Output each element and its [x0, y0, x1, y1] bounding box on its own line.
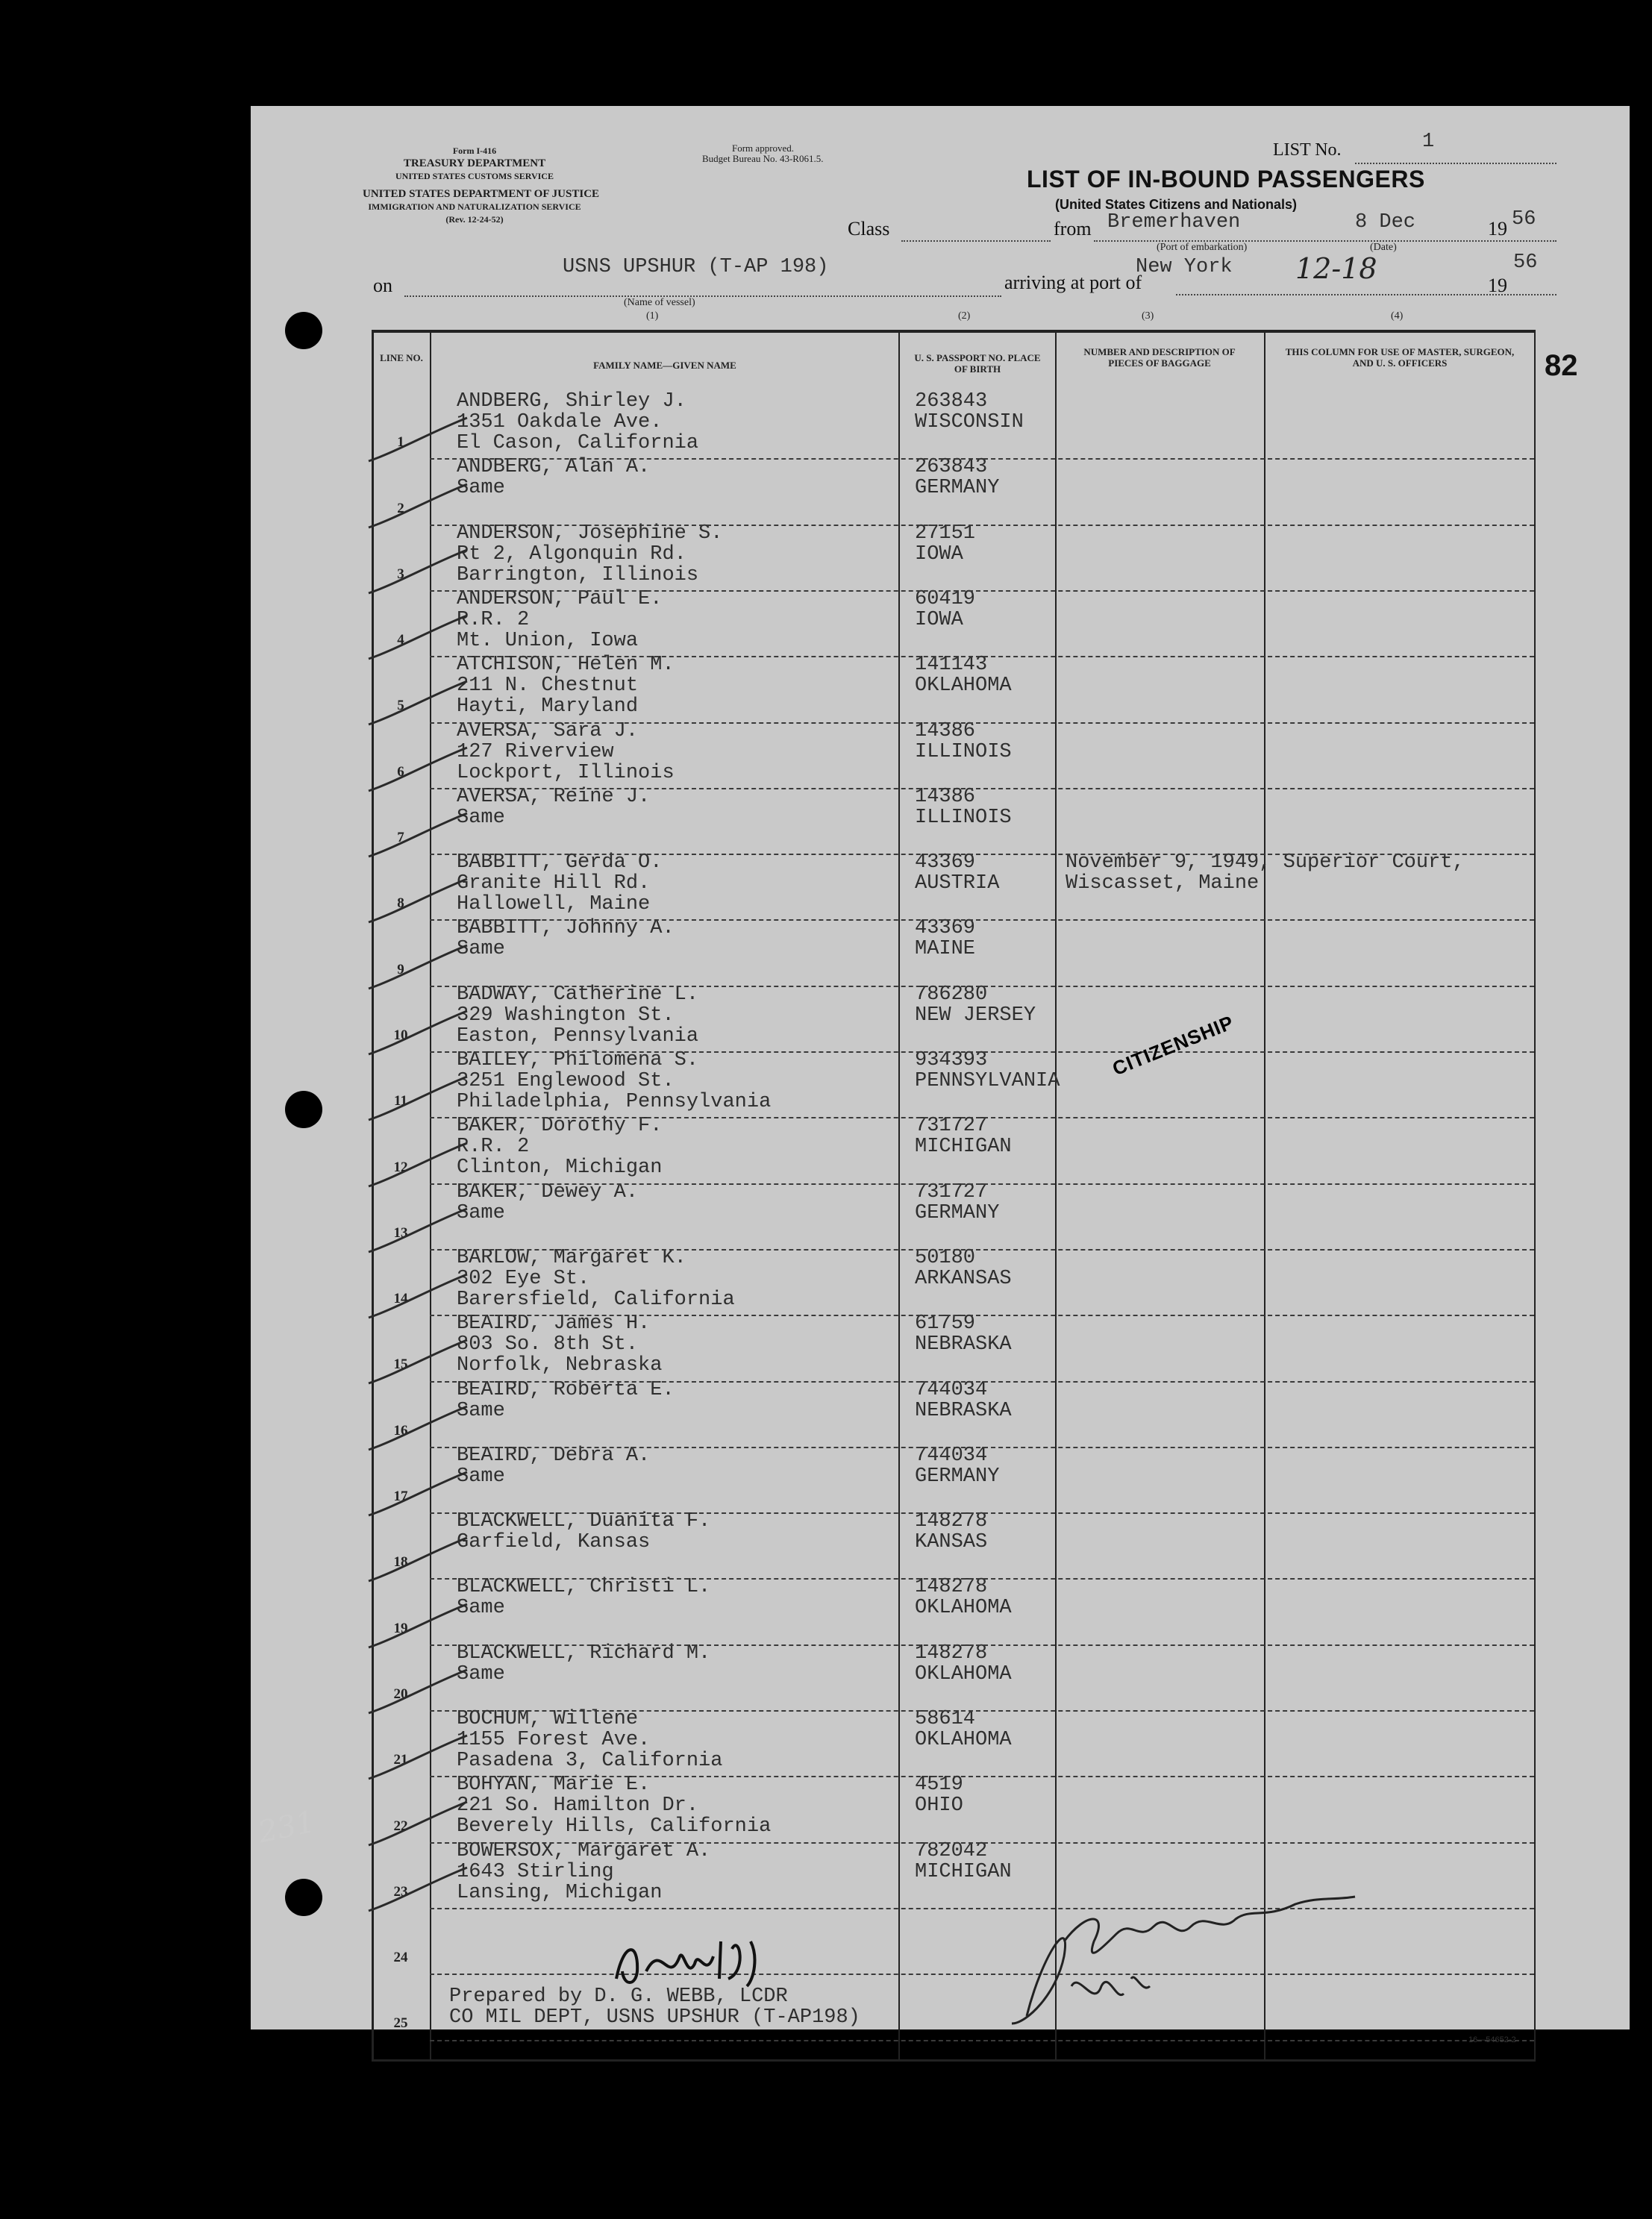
passport-number: 148278 [915, 1641, 988, 1665]
line-number: 9 [397, 961, 404, 977]
passport-block [915, 918, 975, 960]
passenger-name-block [457, 1709, 722, 1771]
document-title: LIST OF IN-BOUND PASSENGERS [1027, 166, 1425, 193]
line-number: 12 [393, 1159, 408, 1175]
passport-block [915, 1248, 1012, 1289]
passenger-name-block [457, 654, 675, 717]
place-of-birth: OKLAHOMA [915, 1729, 1012, 1751]
place-of-birth: ARKANSAS [915, 1267, 1012, 1290]
line-number: 4 [397, 632, 404, 648]
passenger-address-line: Norfolk, Nebraska [457, 1354, 663, 1377]
passenger-name: AVERSA, Reine J. [457, 785, 651, 808]
passenger-address-line: Pasadena 3, California [457, 1750, 723, 1772]
place-of-birth: MICHIGAN [915, 1860, 1012, 1883]
col-header-line-no: LINE NO. [380, 352, 423, 363]
citizenship-stamp: CITIZENSHIP [1109, 1010, 1237, 1080]
row-divider [430, 590, 1534, 592]
passenger-name: BABBITT, Gerda O. [457, 851, 663, 874]
row-divider [430, 788, 1534, 789]
webb-signature [609, 1927, 788, 1994]
passenger-name-block [457, 786, 650, 828]
caption-2: (2) [958, 310, 971, 322]
place-of-birth: NEW JERSEY [915, 1004, 1036, 1027]
line-number: 21 [393, 1752, 408, 1768]
punch-hole-middle [285, 1091, 322, 1128]
col-header-officers: THIS COLUMN FOR USE OF MASTER, SURGEON, AND U. S. OFFICERS [1285, 346, 1515, 369]
row-divider [430, 1710, 1534, 1712]
budget-approval [702, 143, 874, 164]
passport-block [915, 1643, 1012, 1685]
passport-number: 731727 [915, 1115, 988, 1138]
passenger-name: BAKER, Dewey A. [457, 1180, 639, 1204]
passenger-address-line: Mt. Union, Iowa [457, 629, 639, 652]
passenger-address-line: 127 Riverview [457, 740, 614, 763]
vessel-name: USNS UPSHUR (T-AP 198) [563, 256, 829, 278]
passport-block [915, 1313, 1012, 1355]
passenger-address-line: Same [457, 938, 505, 961]
place-of-birth: GERMANY [915, 1465, 1000, 1488]
row-divider [430, 1644, 1534, 1646]
passenger-name: BOWERSOX, Margaret A. [457, 1839, 711, 1862]
passenger-name: BLACKWELL, Duanita F. [457, 1510, 711, 1533]
form-agency-header [363, 145, 586, 183]
passenger-name-block [457, 523, 722, 586]
place-of-birth: MICHIGAN [915, 1136, 1012, 1159]
document-page [251, 106, 1630, 2044]
line-number: 11 [394, 1093, 407, 1110]
passenger-name-block [457, 457, 650, 498]
passenger-address-line: 803 So. 8th St. [457, 1333, 639, 1356]
passport-block [915, 852, 999, 894]
passenger-name: BEAIRD, Debra A. [457, 1444, 651, 1467]
passenger-name-block [457, 721, 675, 783]
line-number: 16 [393, 1422, 408, 1439]
place-of-birth: GERMANY [915, 1201, 1000, 1224]
passport-number: 731727 [915, 1180, 988, 1204]
embarkation-port: Bremerhaven [1107, 211, 1241, 234]
line-number: 10 [393, 1027, 408, 1043]
passenger-name: BEAIRD, Roberta E. [457, 1378, 675, 1401]
line-number: 5 [397, 698, 404, 714]
passenger-address-line: Same [457, 1662, 505, 1686]
form-approved: Form approved. [732, 143, 795, 154]
line-number: 2 [397, 500, 404, 516]
passenger-name: BAILEY, Philomena S. [457, 1049, 699, 1071]
passport-number: 50180 [915, 1246, 976, 1269]
place-of-birth: OHIO [915, 1794, 963, 1818]
passenger-address-line: 3251 Englewood St. [457, 1070, 675, 1092]
passenger-address-line: 329 Washington St. [457, 1004, 675, 1027]
passenger-name: BARLOW, Margaret K. [457, 1246, 686, 1269]
place-of-birth: OKLAHOMA [915, 1597, 1012, 1620]
line-number: 22 [393, 1818, 408, 1834]
passport-block [915, 721, 1012, 763]
passenger-address-line: Barrington, Illinois [457, 563, 699, 586]
passenger-address-line: Easton, Pennsylvania [457, 1024, 699, 1048]
passenger-name: BLACKWELL, Christi L. [457, 1576, 711, 1599]
place-of-birth: NEBRASKA [915, 1399, 1012, 1422]
passenger-name-block [457, 984, 698, 1047]
prepared-line-1: Prepared by D. G. WEBB, LCDR [449, 1985, 788, 2008]
passport-block [915, 391, 1024, 433]
passenger-name-block [457, 1643, 710, 1685]
passenger-address-line: Lansing, Michigan [457, 1881, 663, 1904]
passenger-name-block [457, 918, 675, 960]
line-number: 25 [393, 2015, 408, 2032]
row-divider [430, 1249, 1534, 1251]
passenger-address-line: Garfield, Kansas [457, 1531, 651, 1554]
passport-block [915, 1115, 1012, 1157]
passenger-name: AVERSA, Sara J. [457, 719, 639, 742]
justice-header [363, 188, 600, 226]
passenger-address-line: 211 N. Chestnut [457, 675, 639, 698]
naturalization-note-line-1: November 9, 1949, Superior Court, [1066, 851, 1465, 874]
year-prefix-1: 19 [1488, 218, 1507, 240]
passenger-name: ATCHISON, Helen M. [457, 654, 675, 677]
line-number: 17 [393, 1489, 408, 1505]
margin-note: 231 [255, 1804, 319, 1850]
passport-block [915, 984, 1036, 1026]
line-number: 19 [393, 1620, 408, 1636]
passport-number: 782042 [915, 1839, 988, 1862]
passport-block [915, 523, 975, 565]
arriving-label: arriving at port of [1004, 272, 1142, 293]
passenger-address-line: 302 Eye St. [457, 1267, 590, 1290]
line-number: 14 [393, 1291, 408, 1307]
row-divider [430, 1447, 1534, 1448]
row-divider [430, 1512, 1534, 1514]
passenger-name-block [457, 1182, 638, 1224]
place-of-birth: WISCONSIN [915, 411, 1024, 434]
officer-signature [982, 1867, 1370, 2038]
document-subtitle: (United States Citizens and Nationals) [1055, 197, 1298, 212]
passport-block [915, 457, 999, 498]
passport-number: 14386 [915, 719, 976, 742]
place-of-birth: ILLINOIS [915, 806, 1012, 829]
vessel-caption: (Name of vessel) [624, 297, 695, 308]
passenger-address-line: El Cason, California [457, 432, 699, 454]
passport-number: 148278 [915, 1576, 988, 1599]
passenger-name: BLACKWELL, Richard M. [457, 1641, 711, 1665]
footer-code: 16—54652-2 [1468, 2035, 1516, 2044]
page-number: 82 [1545, 349, 1578, 382]
row-divider [430, 1315, 1534, 1316]
passenger-name: ANDERSON, Josephine S. [457, 522, 723, 545]
naturalization-note [1066, 852, 1465, 894]
passport-number: 60419 [915, 587, 976, 610]
passport-block [915, 786, 1012, 828]
passenger-name-block [457, 1774, 771, 1837]
line-number: 13 [393, 1224, 408, 1241]
row-divider [430, 525, 1534, 526]
caption-1: (1) [646, 310, 659, 322]
line-number: 8 [397, 895, 404, 912]
passport-number: 786280 [915, 983, 988, 1006]
passenger-address-line: Clinton, Michigan [457, 1157, 663, 1180]
from-label: from [1054, 218, 1092, 240]
caption-3: (3) [1142, 310, 1154, 322]
passport-number: 58614 [915, 1708, 976, 1730]
place-of-birth: PENNSYLVANIA [915, 1070, 1060, 1092]
row-divider [430, 919, 1534, 921]
passport-block [915, 1709, 1012, 1750]
list-no-value: 1 [1422, 131, 1435, 153]
place-of-birth: NEBRASKA [915, 1333, 1012, 1356]
passenger-address-line: Beverely Hills, California [457, 1815, 772, 1838]
row-divider [430, 1381, 1534, 1383]
passenger-name-block [457, 1050, 771, 1112]
justice-dept: UNITED STATES DEPARTMENT OF JUSTICE [363, 188, 600, 200]
passenger-address-line: 221 So. Hamilton Dr. [457, 1794, 699, 1818]
passenger-address-line: Same [457, 1399, 505, 1422]
passport-block [915, 1050, 1060, 1092]
passport-number: 263843 [915, 390, 988, 413]
passenger-address-line: Hallowell, Maine [457, 893, 651, 916]
punch-hole-top [285, 312, 322, 349]
line-number: 23 [393, 1883, 408, 1900]
date-caption: (Date) [1370, 242, 1397, 253]
class-label: Class [848, 218, 890, 240]
passenger-address-line: Same [457, 1597, 505, 1620]
passport-number: 4519 [915, 1774, 963, 1797]
passport-number: 27151 [915, 522, 976, 545]
passenger-address-line: Same [457, 477, 505, 500]
place-of-birth: AUSTRIA [915, 872, 1000, 895]
passenger-name-block [457, 1313, 662, 1376]
line-number: 24 [393, 1950, 408, 1966]
passenger-address-line: Rt 2, Algonquin Rd. [457, 542, 686, 566]
passenger-name-block [457, 1577, 710, 1618]
place-of-birth: OKLAHOMA [915, 1662, 1012, 1686]
row-divider [430, 656, 1534, 657]
line-number: 15 [393, 1356, 408, 1373]
passenger-name: BADWAY, Catherine L. [457, 983, 699, 1006]
embarkation-caption: (Port of embarkation) [1157, 242, 1248, 253]
line-number: 3 [397, 566, 404, 582]
passport-number: 744034 [915, 1444, 988, 1467]
passenger-address-line: 1155 Forest Ave. [457, 1729, 651, 1751]
row-divider [430, 854, 1534, 855]
passenger-name-block [457, 1380, 675, 1421]
passport-number: 141143 [915, 654, 988, 677]
passport-number: 43369 [915, 917, 976, 940]
line-number: 6 [397, 763, 404, 780]
passenger-name-block [457, 1841, 710, 1903]
row-divider [430, 1842, 1534, 1844]
passenger-address-line: Philadelphia, Pennsylvania [457, 1091, 772, 1113]
col-header-baggage: NUMBER AND DESCRIPTION OF PIECES OF BAGGAGE [1083, 346, 1236, 369]
row-divider [430, 1183, 1534, 1185]
passenger-name-block [457, 1511, 710, 1553]
year-prefix-2: 19 [1488, 275, 1507, 296]
passenger-name: BOCHUM, Willene [457, 1708, 639, 1730]
passenger-name: ANDERSON, Paul E. [457, 587, 663, 610]
passenger-name: BOHYAN, Marie E. [457, 1774, 651, 1797]
row-divider [430, 722, 1534, 724]
row-divider [430, 986, 1534, 987]
place-of-birth: MAINE [915, 938, 976, 961]
passenger-address-line: Same [457, 1465, 505, 1488]
passport-block [915, 1182, 999, 1224]
row-divider [430, 1117, 1534, 1118]
passenger-address-line: R.R. 2 [457, 1136, 530, 1159]
budget-bureau: Budget Bureau No. 43-R061.5. [702, 153, 824, 164]
passenger-address-line: R.R. 2 [457, 608, 530, 631]
year-1: 56 [1512, 208, 1536, 231]
passenger-name-block [457, 1445, 650, 1487]
revision: (Rev. 12-24-52) [445, 214, 504, 225]
passport-number: 744034 [915, 1378, 988, 1401]
on-label: on [373, 275, 392, 296]
passport-number: 934393 [915, 1049, 988, 1071]
passport-number: 43369 [915, 851, 976, 874]
customs-service: UNITED STATES CUSTOMS SERVICE [395, 171, 554, 181]
list-no-label: LIST No. [1273, 140, 1342, 160]
line-number: 1 [397, 434, 404, 451]
treasury-dept: TREASURY DEPARTMENT [403, 157, 546, 169]
passenger-address-line: Hayti, Maryland [457, 695, 639, 719]
caption-4: (4) [1391, 310, 1404, 322]
passenger-name-block [457, 391, 698, 454]
passenger-address-line: 1643 Stirling [457, 1860, 614, 1883]
place-of-birth: IOWA [915, 608, 963, 631]
row-divider [430, 458, 1534, 460]
passenger-name-block [457, 1248, 735, 1310]
place-of-birth: GERMANY [915, 477, 1000, 500]
passport-block [915, 589, 975, 630]
place-of-birth: ILLINOIS [915, 740, 1012, 763]
row-divider [430, 1776, 1534, 1777]
passenger-name-block [457, 852, 662, 915]
place-of-birth: IOWA [915, 542, 963, 566]
passport-number: 61759 [915, 1312, 976, 1336]
passport-block [915, 1380, 1012, 1421]
col-header-passport: U. S. PASSPORT NO. PLACE OF BIRTH [914, 352, 1041, 375]
place-of-birth: OKLAHOMA [915, 675, 1012, 698]
passenger-name: ANDBERG, Alan A. [457, 456, 651, 479]
col-header-name: FAMILY NAME—GIVEN NAME [593, 360, 736, 371]
year-2: 56 [1513, 251, 1538, 274]
passenger-name-block [457, 589, 662, 651]
punch-hole-bottom [285, 1879, 322, 1916]
prepared-line-2: CO MIL DEPT, USNS UPSHUR (T-AP198) [449, 2006, 860, 2029]
place-of-birth: KANSAS [915, 1531, 988, 1554]
row-divider [430, 1578, 1534, 1580]
passenger-address-line: Lockport, Illinois [457, 761, 675, 784]
line-number: 20 [393, 1686, 408, 1702]
passport-number: 14386 [915, 785, 976, 808]
departure-date: 8 Dec [1355, 211, 1416, 234]
passenger-name: BEAIRD, James H. [457, 1312, 651, 1336]
passport-block [915, 654, 1012, 696]
passenger-name: BABBITT, Johnny A. [457, 917, 675, 940]
passport-block [915, 1577, 1012, 1618]
form-number: Form I-416 [452, 145, 497, 156]
row-divider [430, 1051, 1534, 1053]
passenger-address-line: Same [457, 806, 505, 829]
passenger-address-line: 1351 Oakdale Ave. [457, 411, 663, 434]
passenger-address-line: Barersfield, California [457, 1288, 735, 1311]
passenger-name-block [457, 1115, 662, 1178]
passport-block [915, 1445, 999, 1487]
passenger-name: ANDBERG, Shirley J. [457, 390, 686, 413]
naturalization-note-line-2: Wiscasset, Maine [1066, 872, 1260, 895]
passport-number: 263843 [915, 456, 988, 479]
arrival-port: New York [1136, 256, 1233, 278]
line-number: 7 [397, 830, 404, 846]
passenger-address-line: Granite Hill Rd. [457, 872, 651, 895]
arrival-date-handwritten: 12-18 [1295, 252, 1377, 285]
passport-number: 148278 [915, 1510, 988, 1533]
ins-service: IMMIGRATION AND NATURALIZATION SERVICE [368, 201, 581, 212]
row-divider [430, 2040, 1534, 2041]
passport-block [915, 1511, 987, 1553]
passenger-address-line: Same [457, 1201, 505, 1224]
line-number: 18 [393, 1554, 408, 1571]
passport-block [915, 1774, 963, 1816]
passenger-name: BAKER, Dorothy F. [457, 1115, 663, 1138]
